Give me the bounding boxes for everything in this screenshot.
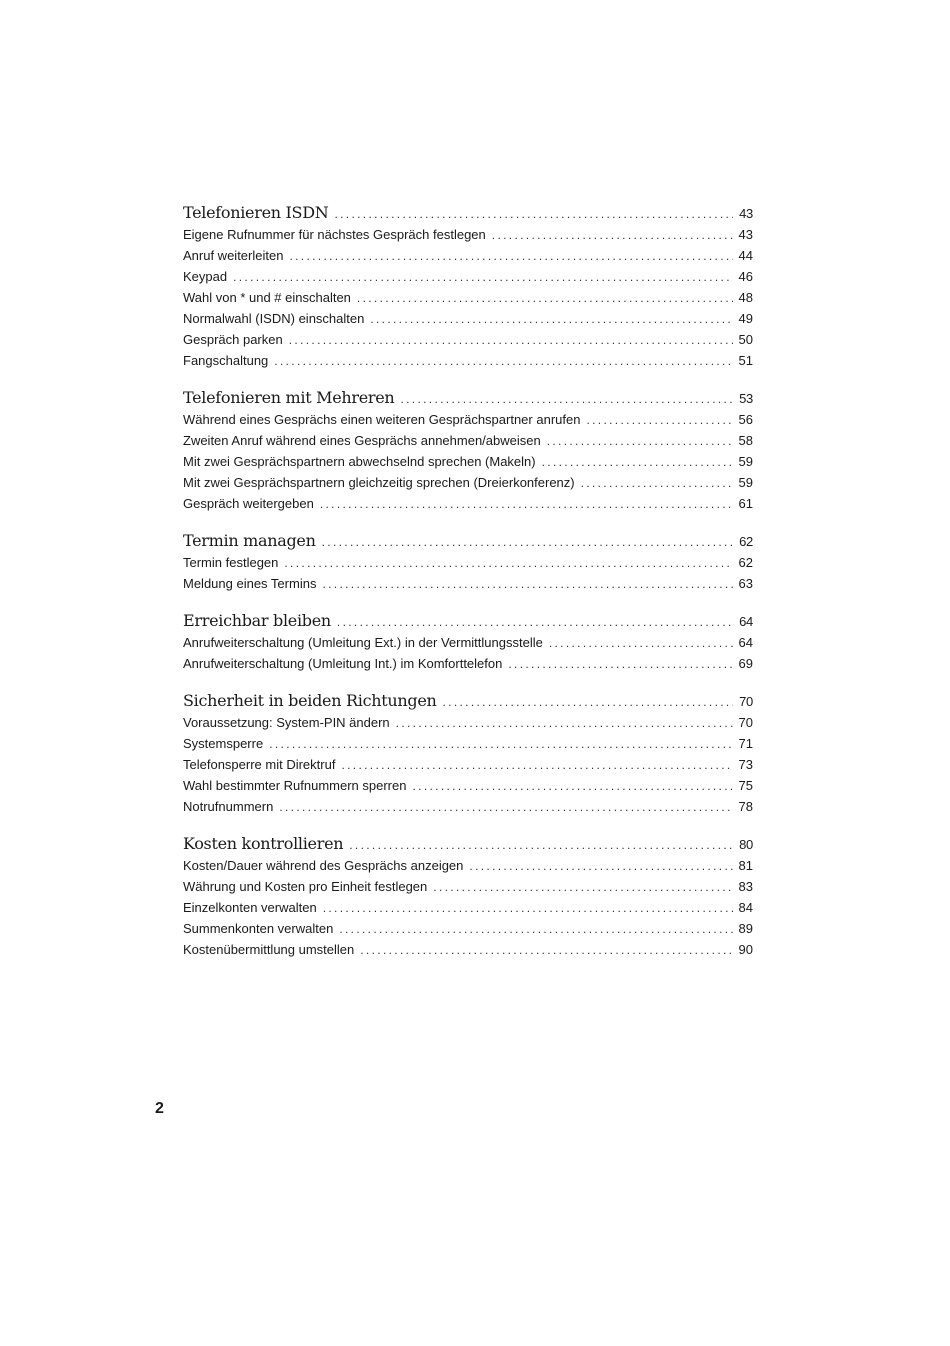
dot-leader	[508, 657, 733, 671]
entry-page-number: 78	[738, 799, 753, 814]
entry-page-number: 43	[738, 227, 753, 242]
dot-leader	[396, 716, 733, 730]
toc-entry[interactable]	[183, 332, 753, 353]
dot-leader	[233, 270, 733, 284]
entry-title: Termin festlegen	[183, 555, 279, 570]
dot-leader	[549, 636, 733, 650]
section-page-number: 80	[739, 837, 753, 852]
entry-page-number: 73	[738, 757, 753, 772]
toc-section	[183, 611, 753, 677]
dot-leader	[547, 434, 733, 448]
toc-entry[interactable]	[183, 311, 753, 332]
entry-title: Während eines Gesprächs einen weiteren Gesprächspartner anrufen	[183, 412, 581, 427]
dot-leader	[581, 476, 733, 490]
toc-section	[183, 531, 753, 597]
entry-title: Kosten/Dauer während des Gesprächs anzeigen	[183, 858, 464, 873]
entry-page-number: 63	[738, 576, 753, 591]
entry-title: Anrufweiterschaltung (Umleitung Ext.) in der Vermittlungsstelle	[183, 635, 543, 650]
toc-entry[interactable]	[183, 942, 753, 963]
entry-title: Mit zwei Gesprächspartnern gleichzeitig sprechen (Dreierkonferenz)	[183, 475, 575, 490]
toc-section-heading[interactable]	[183, 531, 753, 555]
entry-title: Anruf weiterleiten	[183, 248, 284, 263]
dot-leader	[339, 922, 733, 936]
entry-title: Voraussetzung: System-PIN ändern	[183, 715, 390, 730]
entry-title: Systemsperre	[183, 736, 264, 751]
entry-title: Kostenübermittlung umstellen	[183, 942, 355, 957]
entry-page-number: 81	[738, 858, 753, 873]
dot-leader	[289, 333, 733, 347]
dot-leader	[284, 556, 733, 570]
section-page-number: 62	[739, 534, 753, 549]
toc-entry[interactable]	[183, 353, 753, 374]
toc-entry[interactable]	[183, 576, 753, 597]
entry-page-number: 71	[738, 736, 753, 751]
entry-page-number: 58	[738, 433, 753, 448]
dot-leader	[337, 615, 733, 629]
toc-entry[interactable]	[183, 475, 753, 496]
toc-entry[interactable]	[183, 858, 753, 879]
dot-leader	[341, 758, 733, 772]
dot-leader	[289, 249, 733, 263]
entry-page-number: 83	[738, 879, 753, 894]
section-title: Telefonieren mit Mehreren	[183, 388, 395, 407]
toc-entry[interactable]	[183, 496, 753, 517]
dot-leader	[279, 800, 733, 814]
entry-title: Anrufweiterschaltung (Umleitung Int.) im Komforttelefon	[183, 656, 503, 671]
toc-entry[interactable]	[183, 778, 753, 799]
dot-leader	[469, 859, 733, 873]
toc-section-heading[interactable]	[183, 691, 753, 715]
section-title: Erreichbar bleiben	[183, 611, 331, 630]
entry-title: Normalwahl (ISDN) einschalten	[183, 311, 365, 326]
entry-page-number: 70	[738, 715, 753, 730]
toc-entry[interactable]	[183, 635, 753, 656]
toc-section	[183, 834, 753, 963]
toc-entry[interactable]	[183, 433, 753, 454]
entry-title: Zweiten Anruf während eines Gesprächs annehmen/abweisen	[183, 433, 541, 448]
entry-page-number: 62	[738, 555, 753, 570]
toc-entry[interactable]	[183, 290, 753, 311]
toc-section	[183, 691, 753, 820]
toc-section	[183, 388, 753, 517]
entry-title: Summenkonten verwalten	[183, 921, 334, 936]
table-of-contents	[183, 203, 753, 977]
entry-title: Fangschaltung	[183, 353, 269, 368]
dot-leader	[360, 943, 733, 957]
dot-leader	[542, 455, 733, 469]
entry-title: Keypad	[183, 269, 228, 284]
toc-section-heading[interactable]	[183, 834, 753, 858]
entry-page-number: 50	[738, 332, 753, 347]
toc-entry[interactable]	[183, 736, 753, 757]
entry-page-number: 61	[738, 496, 753, 511]
toc-entry[interactable]	[183, 757, 753, 778]
dot-leader	[412, 779, 733, 793]
dot-leader	[323, 901, 733, 915]
dot-leader	[370, 312, 733, 326]
entry-title: Eigene Rufnummer für nächstes Gespräch festlegen	[183, 227, 486, 242]
toc-entry[interactable]	[183, 715, 753, 736]
dot-leader	[433, 880, 733, 894]
dot-leader	[320, 497, 733, 511]
entry-page-number: 49	[738, 311, 753, 326]
entry-page-number: 59	[738, 454, 753, 469]
entry-title: Mit zwei Gesprächspartnern abwechselnd sprechen (Makeln)	[183, 454, 536, 469]
entry-title: Einzelkonten verwalten	[183, 900, 317, 915]
section-page-number: 70	[739, 694, 753, 709]
entry-page-number: 46	[738, 269, 753, 284]
toc-entry[interactable]	[183, 921, 753, 942]
entry-title: Gespräch weitergeben	[183, 496, 314, 511]
dot-leader	[334, 207, 733, 221]
dot-leader	[322, 577, 733, 591]
toc-entry[interactable]	[183, 227, 753, 248]
entry-page-number: 89	[738, 921, 753, 936]
entry-page-number: 51	[738, 353, 753, 368]
entry-page-number: 69	[738, 656, 753, 671]
entry-title: Gespräch parken	[183, 332, 283, 347]
dot-leader	[357, 291, 733, 305]
dot-leader	[269, 737, 733, 751]
toc-entry[interactable]	[183, 269, 753, 290]
section-page-number: 53	[739, 391, 753, 406]
toc-entry[interactable]	[183, 555, 753, 576]
dot-leader	[443, 695, 734, 709]
toc-entry[interactable]	[183, 454, 753, 475]
toc-section	[183, 203, 753, 374]
section-title: Telefonieren ISDN	[183, 203, 329, 222]
toc-section-heading[interactable]	[183, 203, 753, 227]
toc-section-heading[interactable]	[183, 611, 753, 635]
entry-page-number: 75	[738, 778, 753, 793]
section-title: Sicherheit in beiden Richtungen	[183, 691, 437, 710]
toc-entry[interactable]	[183, 412, 753, 433]
entry-title: Meldung eines Termins	[183, 576, 317, 591]
dot-leader	[400, 392, 733, 406]
entry-title: Wahl von * und # einschalten	[183, 290, 351, 305]
toc-entry[interactable]	[183, 879, 753, 900]
section-page-number: 64	[739, 614, 753, 629]
section-title: Kosten kontrollieren	[183, 834, 344, 853]
entry-title: Währung und Kosten pro Einheit festlegen	[183, 879, 428, 894]
entry-page-number: 64	[738, 635, 753, 650]
entry-page-number: 84	[738, 900, 753, 915]
dot-leader	[349, 838, 733, 852]
dot-leader	[586, 413, 733, 427]
page-number: 2	[155, 1100, 164, 1117]
toc-section-heading[interactable]	[183, 388, 753, 412]
toc-entry[interactable]	[183, 248, 753, 269]
toc-entry[interactable]	[183, 799, 753, 820]
section-page-number: 43	[739, 206, 753, 221]
toc-entry[interactable]	[183, 656, 753, 677]
dot-leader	[274, 354, 733, 368]
toc-entry[interactable]	[183, 900, 753, 921]
dot-leader	[322, 535, 733, 549]
entry-page-number: 56	[738, 412, 753, 427]
entry-page-number: 44	[738, 248, 753, 263]
section-title: Termin managen	[183, 531, 316, 550]
entry-title: Telefonsperre mit Direktruf	[183, 757, 336, 772]
entry-page-number: 48	[738, 290, 753, 305]
entry-title: Notrufnummern	[183, 799, 274, 814]
entry-title: Wahl bestimmter Rufnummern sperren	[183, 778, 407, 793]
entry-page-number: 59	[738, 475, 753, 490]
entry-page-number: 90	[738, 942, 753, 957]
dot-leader	[492, 228, 733, 242]
